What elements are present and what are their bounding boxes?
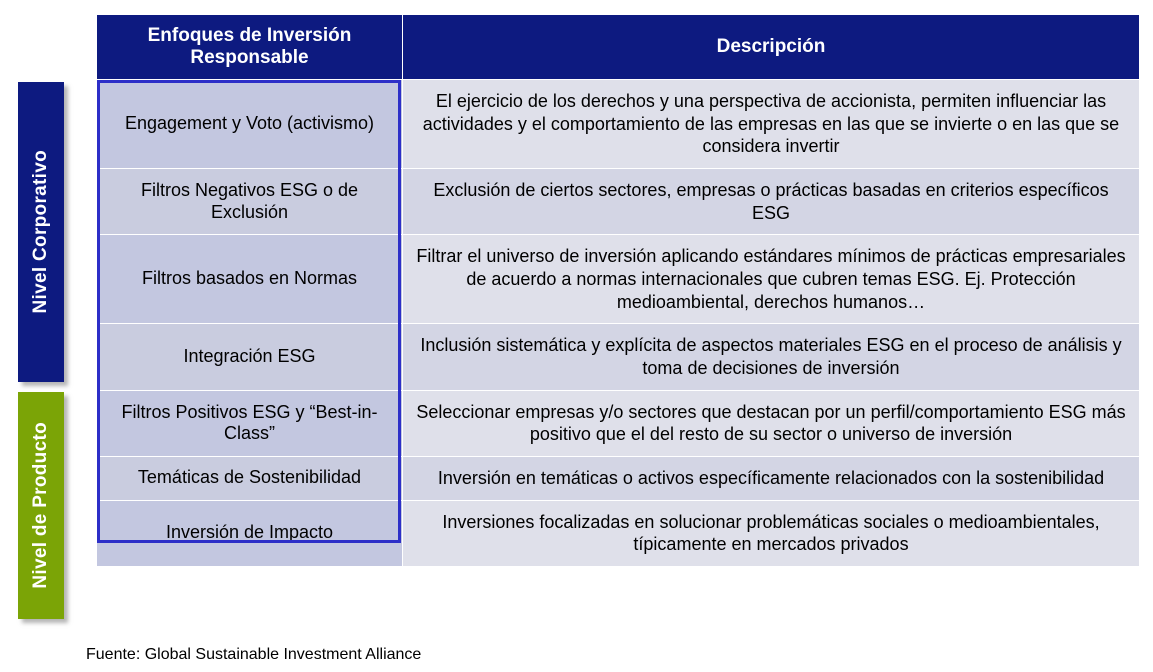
description-cell: Inversión en temáticas o activos específicamente relacionados con la sostenibilidad [403, 457, 1140, 501]
approach-cell: Integración ESG [97, 324, 403, 390]
table-header-row [97, 15, 1140, 80]
approach-cell: Temáticas de Sostenibilidad [97, 457, 403, 501]
level-bar-corporate-label: Nivel Corporativo [30, 150, 51, 314]
level-bar-corporate [18, 82, 64, 382]
table-row [97, 390, 1140, 456]
level-bar-product-label: Nivel de Producto [30, 422, 51, 589]
approach-cell: Filtros Negativos ESG o de Exclusión [97, 169, 403, 235]
responsible-investment-approaches-table [96, 14, 1140, 567]
column-header-description: Descripción [403, 15, 1140, 80]
description-cell: Inclusión sistemática y explícita de aspectos materiales ESG en el proceso de análisis y toma de decisiones de inversión [403, 324, 1140, 390]
approach-cell: Filtros basados en Normas [97, 235, 403, 324]
approach-cell: Engagement y Voto (activismo) [97, 80, 403, 169]
description-cell: El ejercicio de los derechos y una perspectiva de accionista, permiten influenciar las actividades y el comportamiento de las empresas en las que se invierte o en las que se considera invertir [403, 80, 1140, 169]
source-note: Fuente: Global Sustainable Investment Alliance [86, 646, 422, 663]
table-row [97, 457, 1140, 501]
table-row [97, 500, 1140, 566]
description-cell: Filtrar el universo de inversión aplicando estándares mínimos de prácticas empresariales de acuerdo a normas internacionales que cubren temas ESG. Ej. Protección medioambiental, derechos humanos… [403, 235, 1140, 324]
table-row [97, 324, 1140, 390]
table-row [97, 235, 1140, 324]
description-cell: Inversiones focalizadas en solucionar problemáticas sociales o medioambientales, típicamente en mercados privados [403, 500, 1140, 566]
approach-cell: Filtros Positivos ESG y “Best-in-Class” [97, 390, 403, 456]
description-cell: Exclusión de ciertos sectores, empresas o prácticas basadas en criterios específicos ESG [403, 169, 1140, 235]
description-cell: Seleccionar empresas y/o sectores que destacan por un perfil/comportamiento ESG más positivo que el del resto de su sector o universo de inversión [403, 390, 1140, 456]
table-row [97, 80, 1140, 169]
approach-cell: Inversión de Impacto [97, 500, 403, 566]
level-bar-product [18, 392, 64, 619]
table-row [97, 169, 1140, 235]
column-header-approach: Enfoques de Inversión Responsable [97, 15, 403, 80]
